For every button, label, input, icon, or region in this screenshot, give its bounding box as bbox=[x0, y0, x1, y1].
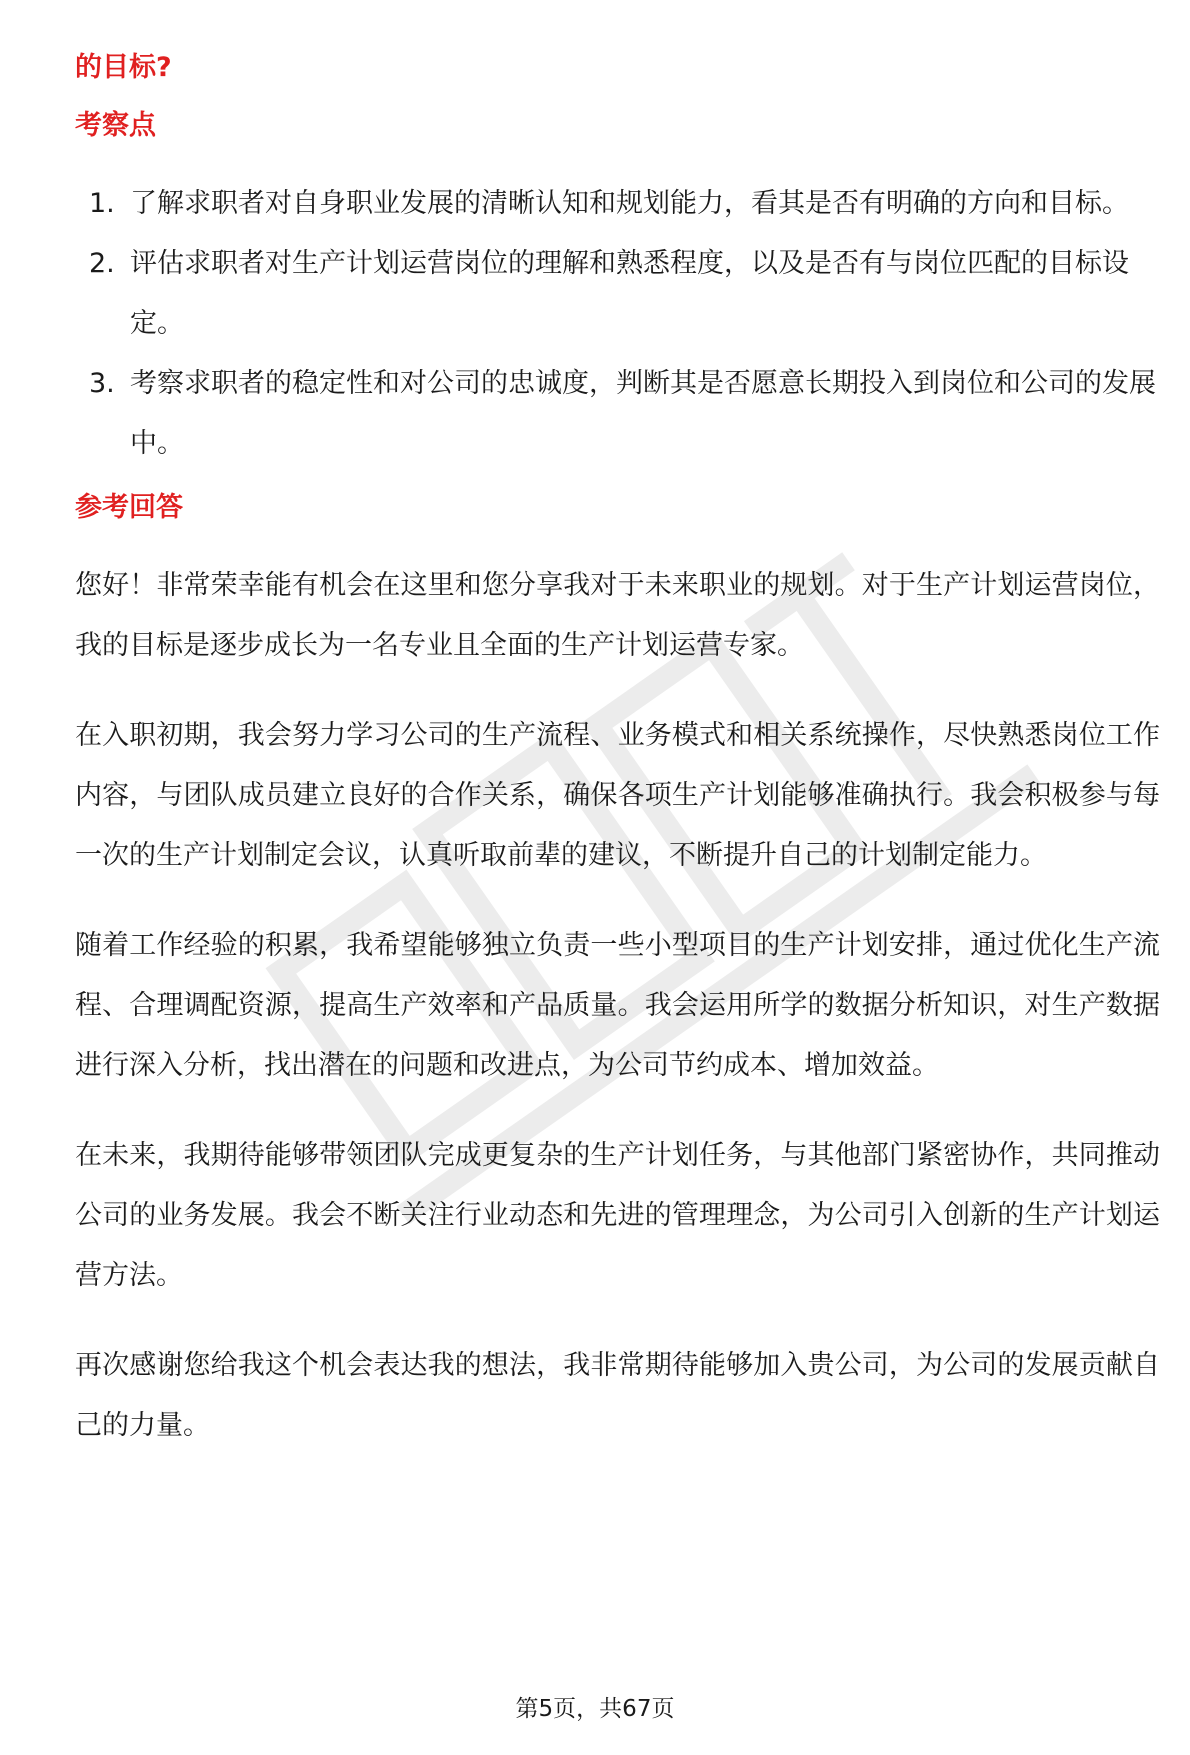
answer-heading: 参考回答 bbox=[75, 492, 183, 523]
list-item-number: 2. bbox=[89, 248, 115, 279]
list-item bbox=[75, 234, 1160, 354]
answer-paragraph: 随着工作经验的积累，我希望能够独立负责一些小型项目的生产计划安排，通过优化生产流程、合理调配资源，提高生产效率和产品质量。我会运用所学的数据分析知识，对生产数据进行深入分析，找出潜在的问题和改进点，为公司节约成本、增加效益。 bbox=[75, 930, 1160, 1081]
answer-paragraph: 再次感谢您给我这个机会表达我的想法，我非常期待能够加入贵公司，为公司的发展贡献自己的力量。 bbox=[75, 1350, 1160, 1441]
list-item-number: 3. bbox=[89, 368, 115, 399]
question-heading-tail: 的目标? bbox=[75, 52, 172, 83]
list-item bbox=[75, 174, 1160, 234]
list-item-text: 考察求职者的稳定性和对公司的忠诚度，判断其是否愿意长期投入到岗位和公司的发展中。 bbox=[130, 368, 1156, 459]
points-list bbox=[75, 174, 1160, 474]
answer-paragraph: 您好！非常荣幸能有机会在这里和您分享我对于未来职业的规划。对于生产计划运营岗位，我的目标是逐步成长为一名专业且全面的生产计划运营专家。 bbox=[75, 570, 1160, 661]
list-item-text: 评估求职者对生产计划运营岗位的理解和熟悉程度，以及是否有与岗位匹配的目标设定。 bbox=[130, 248, 1129, 339]
list-item bbox=[75, 354, 1160, 474]
answer-paragraph: 在入职初期，我会努力学习公司的生产流程、业务模式和相关系统操作，尽快熟悉岗位工作内容，与团队成员建立良好的合作关系，确保各项生产计划能够准确执行。我会积极参与每一次的生产计划制定会议，认真听取前辈的建议，不断提升自己的计划制定能力。 bbox=[75, 720, 1160, 871]
page-number-footer: 第5页，共67页 bbox=[515, 1696, 675, 1722]
answer-paragraph: 在未来，我期待能够带领团队完成更复杂的生产计划任务，与其他部门紧密协作，共同推动公司的业务发展。我会不断关注行业动态和先进的管理理念，为公司引入创新的生产计划运营方法。 bbox=[75, 1140, 1160, 1291]
list-item-text: 了解求职者对自身职业发展的清晰认知和规划能力，看其是否有明确的方向和目标。 bbox=[130, 188, 1129, 219]
document-content bbox=[75, 48, 1160, 1486]
points-heading: 考察点 bbox=[75, 110, 156, 141]
list-item-number: 1. bbox=[89, 188, 115, 219]
